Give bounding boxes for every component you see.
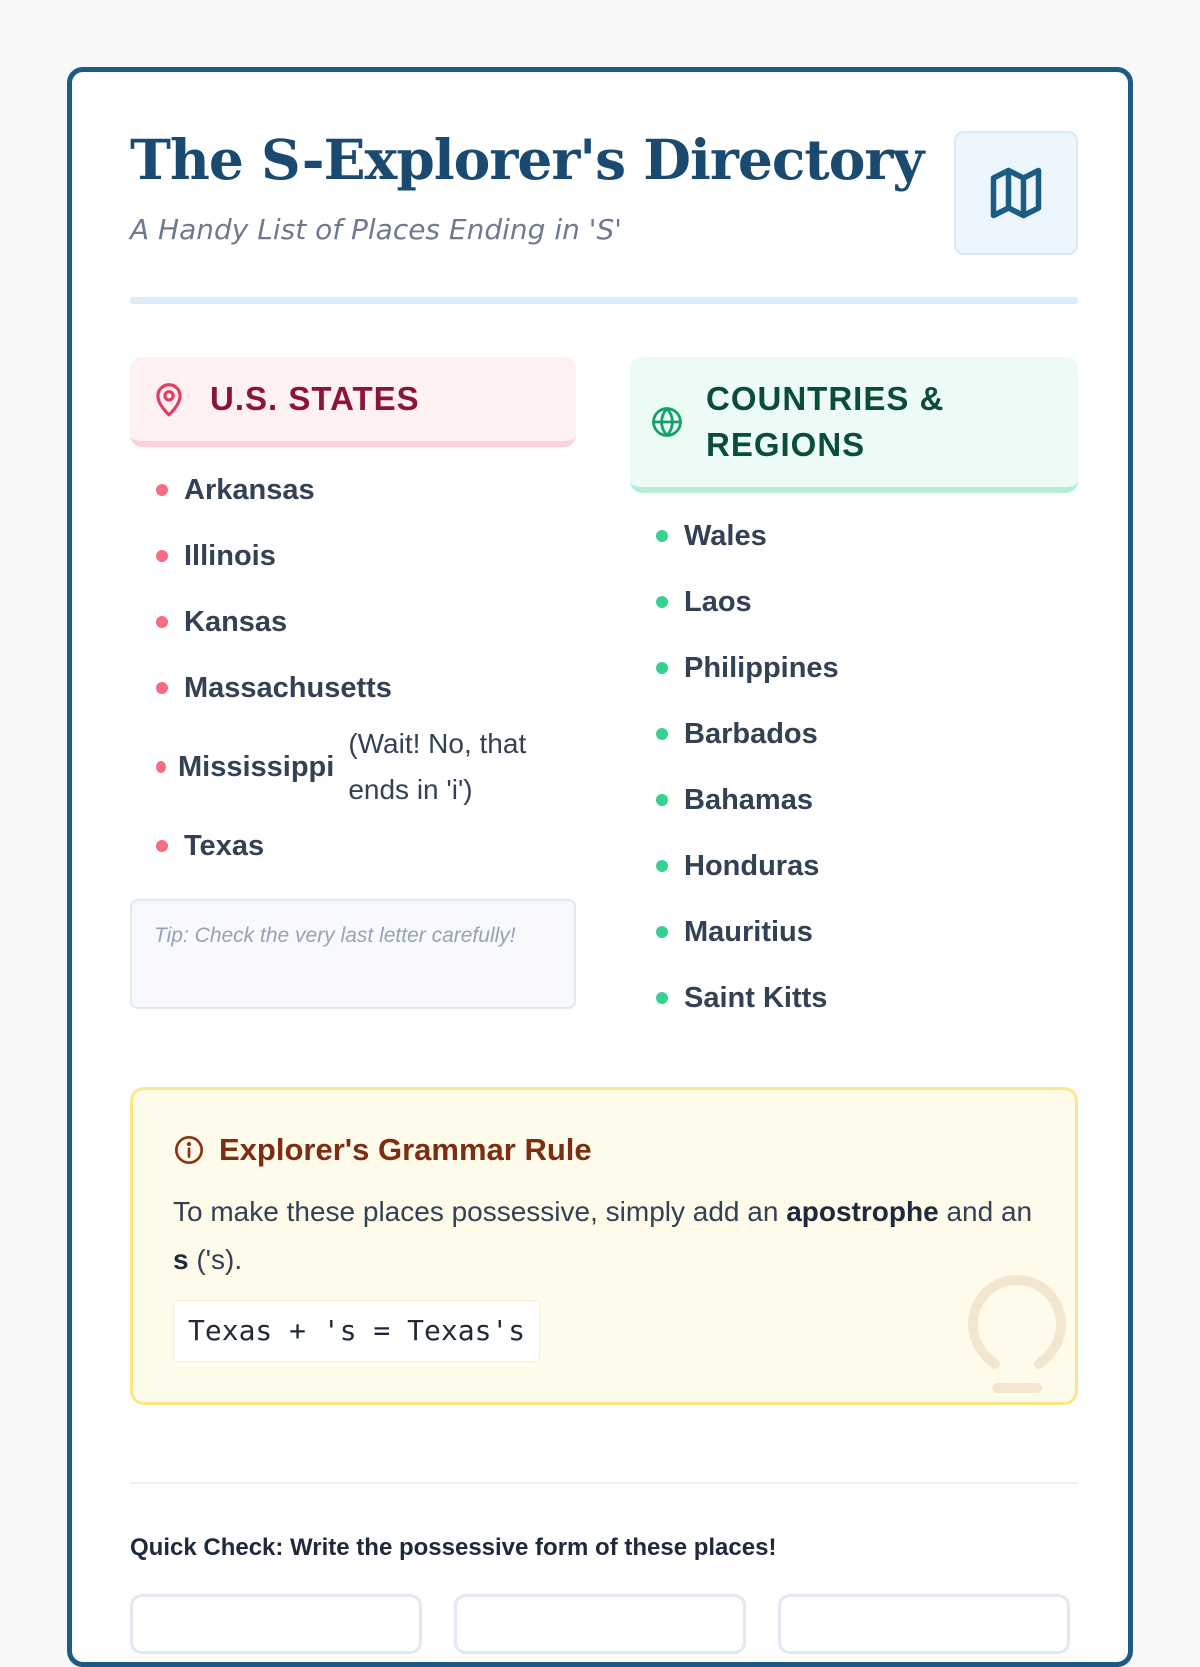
bullet-dot	[156, 682, 168, 694]
list-item	[130, 523, 576, 589]
bullet-dot	[656, 728, 668, 740]
countries-list	[630, 503, 1078, 1031]
info-icon	[173, 1134, 205, 1166]
page-subtitle: A Handy List of Places Ending in 'S'	[130, 213, 622, 246]
list-item	[130, 589, 576, 655]
answer-row	[130, 1594, 1078, 1654]
quick-check-prompt: Quick Check: Write the possessive form of these places!	[130, 1534, 777, 1561]
rule-title: Explorer's Grammar Rule	[219, 1132, 592, 1167]
state-note: (Wait! No, that ends in 'i')	[348, 728, 527, 805]
list-item	[630, 833, 1078, 899]
list-item	[630, 899, 1078, 965]
list-item	[630, 767, 1078, 833]
country-name: Barbados	[684, 717, 818, 750]
states-header	[130, 357, 576, 447]
header-divider	[130, 297, 1078, 304]
bullet-dot	[656, 992, 668, 1004]
bullet-dot	[656, 530, 668, 542]
lightbulb-icon	[965, 1272, 1069, 1396]
example-code: Texas + 's = Texas's	[173, 1300, 540, 1362]
state-name: Kansas	[184, 605, 288, 638]
country-name: Mauritius	[684, 915, 813, 948]
state-name: Massachusetts	[184, 671, 392, 704]
list-item	[130, 721, 576, 813]
rule-header	[173, 1132, 592, 1168]
directory-card	[67, 67, 1133, 1667]
state-name: Mississippi	[178, 750, 335, 783]
countries-header	[630, 357, 1078, 493]
list-item	[630, 965, 1078, 1031]
list-item	[130, 457, 576, 523]
list-item	[130, 655, 576, 721]
map-pin-icon	[150, 380, 188, 418]
country-name: Philippines	[684, 651, 839, 684]
page-title: The S-Explorer's Directory	[130, 127, 924, 192]
states-heading: U.S. STATES	[210, 380, 420, 417]
bullet-dot	[656, 662, 668, 674]
grammar-rule-box	[130, 1087, 1078, 1405]
section-separator	[130, 1482, 1078, 1484]
tip-box: Tip: Check the very last letter carefully!	[130, 899, 576, 1009]
state-name: Texas	[184, 829, 265, 862]
globe-icon	[650, 405, 684, 439]
list-item	[130, 813, 576, 879]
bullet-dot	[656, 926, 668, 938]
country-name: Honduras	[684, 849, 820, 882]
bullet-dot	[656, 860, 668, 872]
country-name: Bahamas	[684, 783, 813, 816]
map-icon	[986, 163, 1046, 223]
bullet-dot	[156, 550, 168, 562]
states-section	[130, 357, 576, 1009]
states-list	[130, 457, 576, 879]
bullet-dot	[156, 761, 166, 773]
bullet-dot	[156, 484, 168, 496]
header	[130, 127, 1078, 302]
rule-text-part: To make these places possessive, simply add an	[173, 1196, 787, 1227]
list-item	[630, 635, 1078, 701]
rule-text	[173, 1188, 1033, 1284]
rule-text-bold: s	[173, 1244, 189, 1275]
bullet-dot	[156, 840, 168, 852]
list-item	[630, 701, 1078, 767]
answer-input[interactable]	[130, 1594, 422, 1654]
bullet-dot	[156, 616, 168, 628]
rule-text-part: ('s).	[188, 1244, 243, 1275]
state-name: Illinois	[184, 539, 276, 572]
list-item	[630, 569, 1078, 635]
map-button[interactable]	[954, 131, 1078, 255]
countries-heading: COUNTRIES & REGIONS	[706, 380, 945, 463]
answer-input[interactable]	[454, 1594, 746, 1654]
countries-section	[630, 357, 1078, 1031]
answer-input[interactable]	[778, 1594, 1070, 1654]
list-item	[630, 503, 1078, 569]
country-name: Laos	[684, 585, 752, 618]
state-name: Arkansas	[184, 473, 315, 506]
country-name: Saint Kitts	[684, 981, 828, 1014]
country-name: Wales	[684, 519, 767, 552]
bullet-dot	[656, 794, 668, 806]
rule-text-bold: apostrophe	[786, 1196, 939, 1227]
bullet-dot	[656, 596, 668, 608]
rule-text-part: and an	[938, 1196, 1033, 1227]
